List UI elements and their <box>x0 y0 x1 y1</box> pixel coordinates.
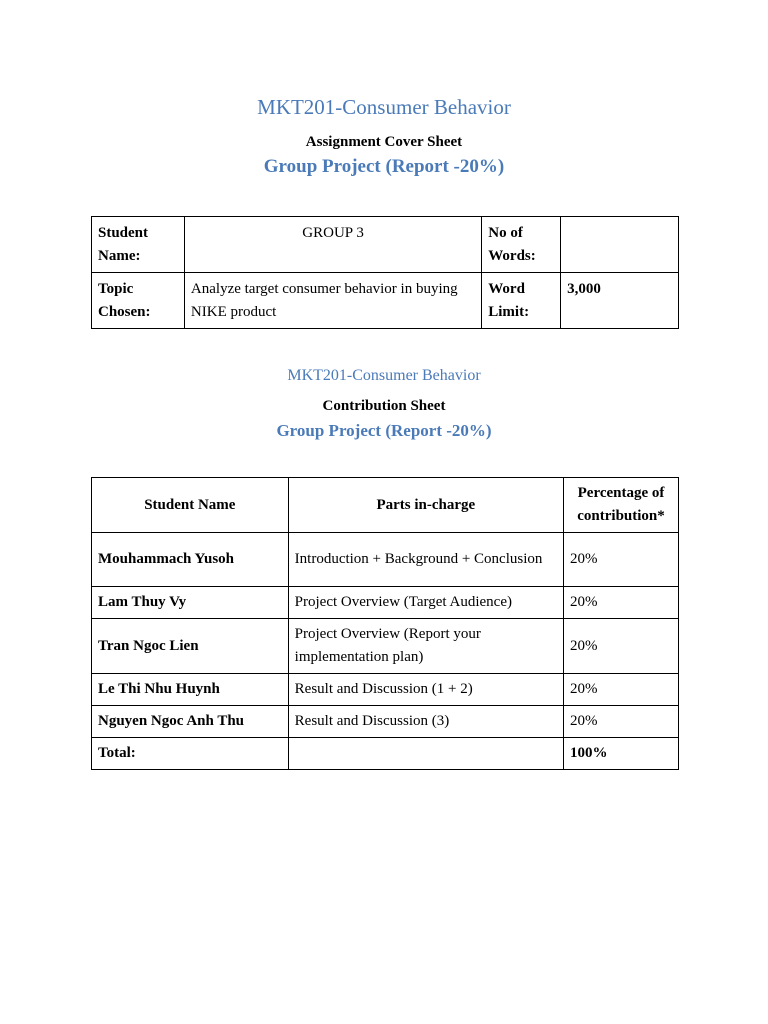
cover-course-title: MKT201-Consumer Behavior <box>257 95 511 119</box>
header-percentage: Percentage of contribution* <box>564 478 679 533</box>
student-name-label: Student Name: <box>92 217 185 273</box>
table-row <box>92 217 679 273</box>
student-name-value: GROUP 3 <box>184 217 481 273</box>
row-name: Mouhammach Yusoh <box>92 533 289 587</box>
header-student-name: Student Name <box>92 478 289 533</box>
total-row <box>92 738 679 770</box>
row-parts: Introduction + Background + Conclusion <box>288 533 563 587</box>
table-row <box>92 706 679 738</box>
table-row <box>92 533 679 587</box>
row-percentage: 20% <box>564 674 679 706</box>
contribution-course-title: MKT201-Consumer Behavior <box>287 367 481 384</box>
contribution-project-title: Group Project (Report -20%) <box>276 421 492 440</box>
table-row <box>92 587 679 619</box>
cover-sheet-title: Assignment Cover Sheet <box>305 134 463 150</box>
no-of-words-value <box>561 217 679 273</box>
header-parts: Parts in-charge <box>288 478 563 533</box>
table-row <box>92 273 679 329</box>
row-percentage: 20% <box>564 533 679 587</box>
row-percentage: 20% <box>564 619 679 674</box>
contribution-table <box>91 477 679 770</box>
cover-project-title: Group Project (Report -20%) <box>263 156 505 177</box>
row-name: Tran Ngoc Lien <box>92 619 289 674</box>
topic-value: Analyze target consumer behavior in buying NIKE product <box>184 273 481 329</box>
row-name: Lam Thuy Vy <box>92 587 289 619</box>
table-row <box>92 674 679 706</box>
topic-label: Topic Chosen: <box>92 273 185 329</box>
row-name: Le Thi Nhu Huynh <box>92 674 289 706</box>
total-parts <box>288 738 563 770</box>
contribution-sheet-title: Contribution Sheet <box>322 398 446 414</box>
no-of-words-label: No of Words: <box>482 217 561 273</box>
total-label: Total: <box>92 738 289 770</box>
word-limit-label: Word Limit: <box>482 273 561 329</box>
table-header-row <box>92 478 679 533</box>
row-percentage: 20% <box>564 587 679 619</box>
row-parts: Result and Discussion (3) <box>288 706 563 738</box>
word-limit-value: 3,000 <box>561 273 679 329</box>
row-name: Nguyen Ngoc Anh Thu <box>92 706 289 738</box>
cover-table <box>91 216 679 329</box>
row-parts: Project Overview (Target Audience) <box>288 587 563 619</box>
total-percentage: 100% <box>564 738 679 770</box>
row-parts: Result and Discussion (1 + 2) <box>288 674 563 706</box>
row-percentage: 20% <box>564 706 679 738</box>
row-parts: Project Overview (Report your implementation plan) <box>288 619 563 674</box>
table-row <box>92 619 679 674</box>
